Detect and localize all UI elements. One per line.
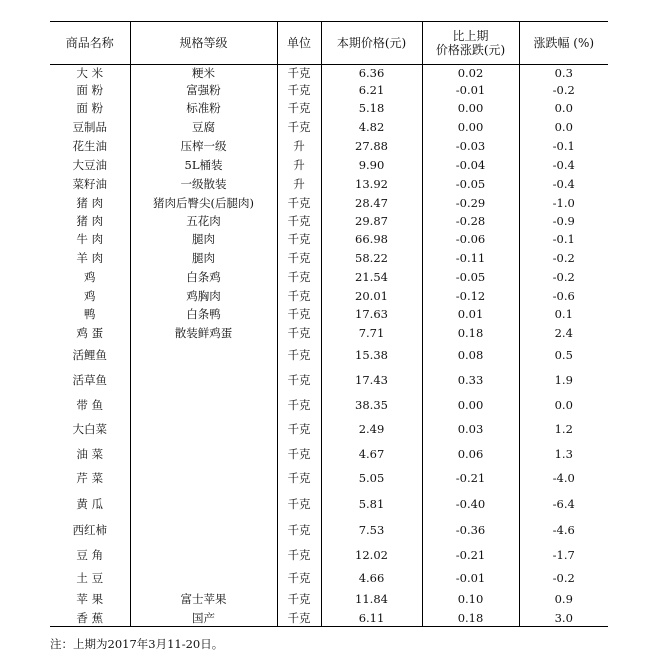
cell-change-percent: -0.6 [519, 287, 608, 306]
cell-change-percent: 0.3 [519, 65, 608, 81]
cell-change-percent: 0.1 [519, 306, 608, 323]
cell-current-price: 15.38 [321, 343, 422, 367]
cell-spec-grade: 标准粉 [130, 99, 277, 118]
cell-unit: 升 [277, 137, 321, 156]
cell-unit: 千克 [277, 212, 321, 230]
cell-spec-grade [130, 543, 277, 567]
cell-change-percent: 0.9 [519, 589, 608, 610]
cell-product-name: 猪 肉 [76, 195, 104, 210]
cell-change-percent: 0.0 [519, 99, 608, 118]
cell-current-price: 11.84 [321, 589, 422, 610]
cell-price-change: -0.40 [422, 491, 519, 517]
cell-product-name: 西红柿 [72, 522, 107, 537]
cell-unit: 千克 [277, 367, 321, 394]
cell-product-name: 大白菜 [72, 421, 107, 436]
cell-spec-grade: 一级散装 [130, 175, 277, 194]
cell-unit: 千克 [277, 81, 321, 99]
cell-spec-grade: 鸡胸肉 [130, 287, 277, 306]
cell-price-change: 0.00 [422, 99, 519, 118]
cell-current-price: 5.05 [321, 466, 422, 491]
cell-product-name: 香 蕉 [50, 610, 130, 627]
cell-price-change: -0.21 [422, 543, 519, 567]
cell-current-price: 4.66 [321, 567, 422, 589]
cell-price-change: -0.01 [422, 81, 519, 99]
table-row [50, 249, 608, 268]
table-row [50, 323, 608, 343]
table-row [50, 118, 608, 137]
cell-spec-grade: 猪肉后臀尖(后腿肉) [130, 194, 277, 212]
cell-price-change: -0.36 [422, 517, 519, 543]
cell-spec-grade: 腿肉 [130, 230, 277, 249]
cell-product-name: 土 豆 [76, 570, 104, 585]
footnote: 注：上期为2017年3月11-20日。 [50, 637, 224, 651]
cell-spec-grade [130, 466, 277, 491]
cell-change-percent: -0.2 [519, 567, 608, 589]
cell-product-name: 鸡 [84, 270, 96, 284]
cell-spec-grade: 豆腐 [130, 118, 277, 137]
cell-current-price: 27.88 [321, 137, 422, 156]
table-row [50, 589, 608, 610]
cell-product-name: 豆 角 [76, 547, 104, 562]
table-row [50, 99, 608, 118]
table-row [50, 175, 608, 194]
cell-current-price: 5.18 [321, 99, 422, 118]
cell-current-price: 12.02 [321, 543, 422, 567]
cell-unit: 千克 [277, 610, 321, 627]
cell-current-price: 5.81 [321, 491, 422, 517]
cell-spec-grade: 五花肉 [130, 212, 277, 230]
cell-product-name: 黄 瓜 [76, 496, 104, 511]
cell-current-price: 6.11 [321, 610, 422, 627]
cell-spec-grade: 富士苹果 [130, 589, 277, 610]
cell-spec-grade: 散装鲜鸡蛋 [130, 323, 277, 343]
header-price-change: 比上期 价格涨跌(元) [422, 22, 519, 65]
cell-unit: 千克 [277, 268, 321, 287]
cell-spec-grade: 富强粉 [130, 81, 277, 99]
cell-price-change: 0.18 [422, 323, 519, 343]
cell-current-price: 58.22 [321, 249, 422, 268]
cell-product-name: 油 菜 [76, 446, 104, 461]
cell-spec-grade: 国产 [130, 610, 277, 627]
cell-change-percent: 0.5 [519, 343, 608, 367]
cell-change-percent: -0.9 [519, 212, 608, 230]
cell-product-name: 大 米 [76, 65, 104, 80]
cell-product-name: 鸡 [84, 289, 96, 303]
table-row [50, 442, 608, 466]
cell-product-name: 面 粉 [76, 101, 104, 115]
cell-price-change: -0.04 [422, 156, 519, 175]
cell-spec-grade [130, 491, 277, 517]
cell-unit: 千克 [277, 306, 321, 323]
cell-price-change: 0.10 [422, 589, 519, 610]
cell-unit: 千克 [277, 517, 321, 543]
cell-change-percent: -6.4 [519, 491, 608, 517]
cell-change-percent: -0.1 [519, 137, 608, 156]
cell-current-price: 17.43 [321, 367, 422, 394]
cell-unit: 千克 [277, 65, 321, 81]
cell-product-name: 苹 果 [76, 592, 104, 606]
table-row [50, 610, 608, 627]
cell-price-change: 0.01 [422, 306, 519, 323]
table-row [50, 567, 608, 589]
table-row [50, 65, 608, 81]
cell-price-change: 0.00 [422, 118, 519, 137]
cell-spec-grade [130, 567, 277, 589]
header-unit: 单位 [277, 22, 321, 65]
cell-price-change: 0.02 [422, 65, 519, 81]
cell-unit: 千克 [277, 442, 321, 466]
cell-product-name: 牛 肉 [76, 232, 104, 246]
cell-price-change: 0.06 [422, 442, 519, 466]
cell-current-price: 38.35 [321, 394, 422, 416]
table-body [50, 65, 608, 627]
table-row [50, 156, 608, 175]
table-row [50, 230, 608, 249]
cell-product-name: 豆制品 [72, 120, 107, 134]
cell-spec-grade [130, 517, 277, 543]
cell-unit: 千克 [277, 323, 321, 343]
cell-change-percent: -4.6 [519, 517, 608, 543]
cell-spec-grade [130, 416, 277, 442]
cell-change-percent: -0.2 [519, 81, 608, 99]
cell-price-change: -0.21 [422, 466, 519, 491]
cell-product-name: 鸭 [84, 307, 96, 321]
cell-unit: 千克 [277, 543, 321, 567]
cell-change-percent: 0.0 [519, 118, 608, 137]
cell-product-name: 花生油 [72, 139, 107, 153]
cell-spec-grade: 压榨一级 [130, 137, 277, 156]
cell-price-change: -0.11 [422, 249, 519, 268]
cell-current-price: 6.21 [321, 81, 422, 99]
cell-change-percent: -1.7 [519, 543, 608, 567]
cell-change-percent: -0.2 [519, 268, 608, 287]
cell-unit: 千克 [277, 491, 321, 517]
cell-product-name: 活草鱼 [72, 373, 107, 387]
cell-price-change: -0.05 [422, 175, 519, 194]
cell-price-change: -0.05 [422, 268, 519, 287]
cell-change-percent: -0.4 [519, 156, 608, 175]
cell-unit: 千克 [277, 567, 321, 589]
cell-unit: 千克 [277, 99, 321, 118]
header-product-name: 商品名称 [50, 22, 130, 65]
cell-current-price: 4.82 [321, 118, 422, 137]
cell-product-name: 菜籽油 [72, 177, 107, 191]
cell-unit: 千克 [277, 287, 321, 306]
cell-change-percent: -0.1 [519, 230, 608, 249]
cell-spec-grade: 白条鸭 [130, 306, 277, 323]
table-row [50, 491, 608, 517]
table-row [50, 194, 608, 212]
table-row [50, 543, 608, 567]
table-row [50, 268, 608, 287]
header-change-percent: 涨跌幅 (%) [519, 22, 608, 65]
cell-current-price: 66.98 [321, 230, 422, 249]
table-row [50, 81, 608, 99]
cell-unit: 千克 [277, 194, 321, 212]
cell-product-name: 面 粉 [76, 82, 104, 97]
cell-unit: 千克 [277, 230, 321, 249]
cell-current-price: 20.01 [321, 287, 422, 306]
cell-current-price: 4.67 [321, 442, 422, 466]
header-current-price: 本期价格(元) [321, 22, 422, 65]
cell-unit: 升 [277, 156, 321, 175]
cell-unit: 升 [277, 175, 321, 194]
cell-spec-grade: 腿肉 [130, 249, 277, 268]
cell-product-name: 羊 肉 [76, 251, 104, 265]
cell-unit: 千克 [277, 249, 321, 268]
cell-change-percent: 1.2 [519, 416, 608, 442]
cell-unit: 千克 [277, 394, 321, 416]
cell-price-change: -0.28 [422, 212, 519, 230]
cell-product-name: 带 鱼 [76, 397, 104, 412]
cell-price-change: 0.08 [422, 343, 519, 367]
cell-change-percent: 1.9 [519, 367, 608, 394]
cell-product-name: 大豆油 [72, 158, 107, 172]
cell-price-change: -0.29 [422, 194, 519, 212]
cell-price-change: -0.12 [422, 287, 519, 306]
table-row [50, 306, 608, 323]
table-row [50, 137, 608, 156]
cell-price-change: 0.33 [422, 367, 519, 394]
cell-current-price: 17.63 [321, 306, 422, 323]
cell-current-price: 21.54 [321, 268, 422, 287]
cell-product-name: 芹 菜 [76, 471, 104, 485]
cell-change-percent: 1.3 [519, 442, 608, 466]
cell-change-percent: -4.0 [519, 466, 608, 491]
cell-unit: 千克 [277, 118, 321, 137]
table-row [50, 416, 608, 442]
cell-change-percent: 3.0 [519, 610, 608, 627]
cell-unit: 千克 [277, 589, 321, 610]
cell-current-price: 28.47 [321, 194, 422, 212]
cell-current-price: 13.92 [321, 175, 422, 194]
cell-current-price: 7.53 [321, 517, 422, 543]
cell-spec-grade [130, 343, 277, 367]
cell-price-change: 0.18 [422, 610, 519, 627]
cell-change-percent: -0.4 [519, 175, 608, 194]
cell-spec-grade [130, 442, 277, 466]
cell-current-price: 2.49 [321, 416, 422, 442]
table-row [50, 287, 608, 306]
cell-current-price: 29.87 [321, 212, 422, 230]
table-row [50, 212, 608, 230]
cell-unit: 千克 [277, 343, 321, 367]
cell-product-name: 猪 肉 [76, 213, 104, 228]
cell-change-percent: 0.0 [519, 394, 608, 416]
table-row [50, 466, 608, 491]
cell-spec-grade: 白条鸡 [130, 268, 277, 287]
cell-current-price: 6.36 [321, 65, 422, 81]
cell-current-price: 7.71 [321, 323, 422, 343]
header-spec-grade: 规格等级 [130, 22, 277, 65]
cell-unit: 千克 [277, 466, 321, 491]
table-row [50, 394, 608, 416]
cell-unit: 千克 [277, 416, 321, 442]
table-row [50, 343, 608, 367]
cell-product-name: 活鲤鱼 [72, 347, 107, 362]
cell-change-percent: 2.4 [519, 323, 608, 343]
cell-current-price: 9.90 [321, 156, 422, 175]
cell-spec-grade: 5L桶装 [130, 156, 277, 175]
cell-spec-grade [130, 394, 277, 416]
cell-spec-grade: 粳米 [130, 65, 277, 81]
cell-change-percent: -1.0 [519, 194, 608, 212]
cell-price-change: -0.06 [422, 230, 519, 249]
cell-price-change: -0.01 [422, 567, 519, 589]
table-row [50, 517, 608, 543]
cell-price-change: -0.03 [422, 137, 519, 156]
cell-spec-grade [130, 367, 277, 394]
header-row [50, 22, 608, 65]
cell-change-percent: -0.2 [519, 249, 608, 268]
price-table [50, 21, 608, 627]
cell-product-name: 鸡 蛋 [76, 325, 104, 340]
cell-price-change: 0.03 [422, 416, 519, 442]
cell-price-change: 0.00 [422, 394, 519, 416]
table-row [50, 367, 608, 394]
